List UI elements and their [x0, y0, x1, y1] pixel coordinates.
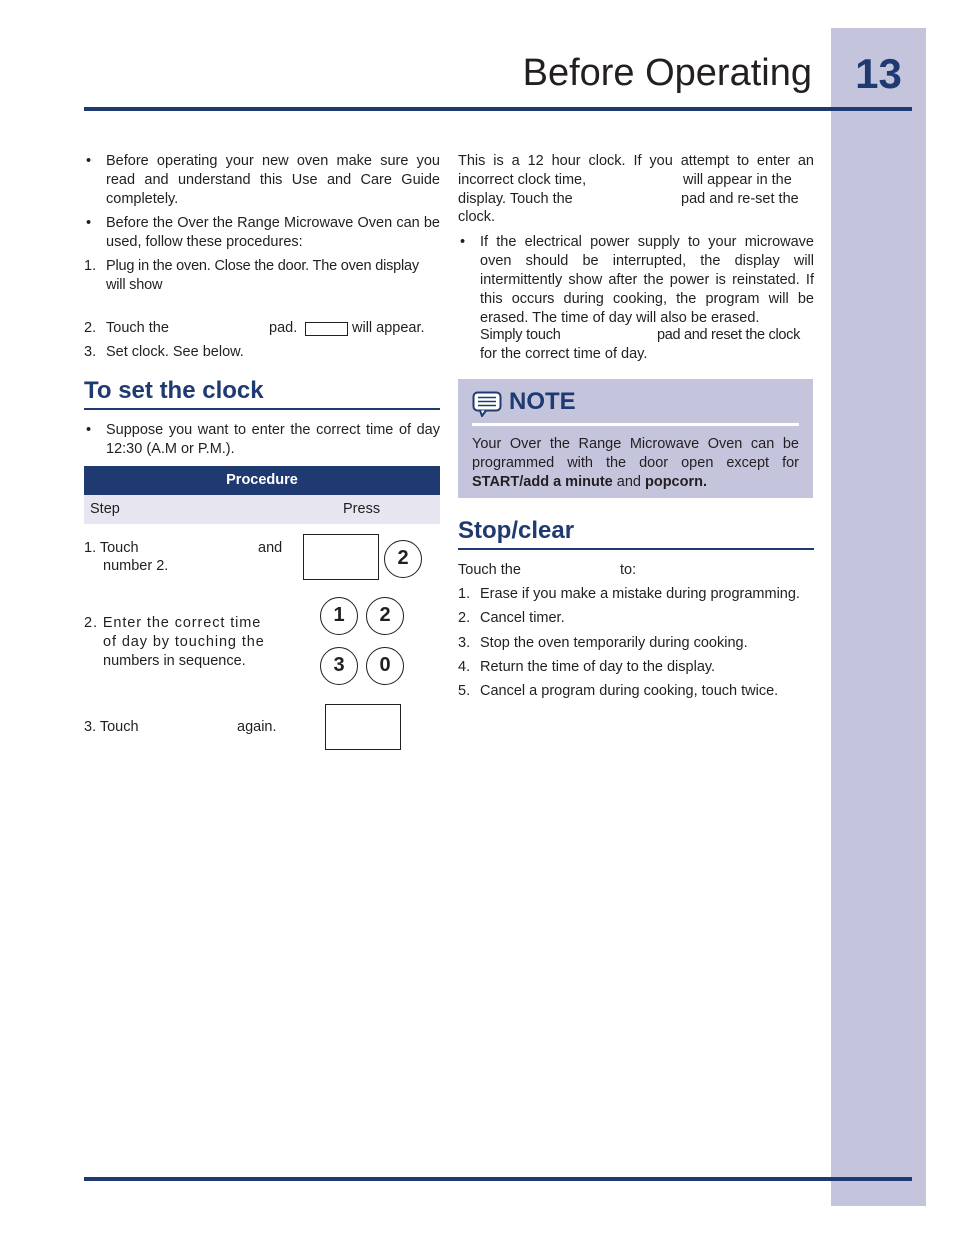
stop-item: Stop the oven temporarily during cooking. — [480, 635, 748, 651]
note-bold-start: START/add a minute — [472, 474, 613, 490]
stop-item: Return the time of day to the display. — [480, 659, 716, 675]
setup-step-2-text: Touch the — [106, 320, 169, 336]
list-number: 1. — [84, 258, 97, 274]
clock-pad-button — [325, 704, 401, 750]
stop-item: Cancel timer. — [480, 610, 565, 626]
procedure-step-2-text: 2. Enter the correct time — [84, 615, 262, 631]
procedure-step-3-text: again. — [237, 719, 277, 735]
power-interruption-line: Simply touch — [480, 327, 561, 343]
note-text-and: and — [616, 474, 641, 490]
power-interruption-line: for the correct time of day. — [480, 346, 648, 362]
clock-info-line: This is a 12 hour clock. If you attempt to enter an — [458, 153, 814, 169]
list-number: 3. — [458, 635, 471, 651]
list-number: 5. — [458, 683, 471, 699]
note-text — [472, 435, 799, 492]
page-sidebar-band — [831, 28, 926, 1206]
number-key-2: 2 — [384, 540, 422, 578]
clock-info-line: pad and re-set the — [681, 191, 799, 207]
page-title: Before Operating — [522, 52, 812, 94]
clock-info-line: incorrect clock time, — [458, 172, 587, 188]
bullet-mark: • — [460, 234, 466, 250]
note-bold-popcorn: popcorn. — [644, 474, 708, 490]
list-number: 2. — [84, 320, 97, 336]
bullet-mark: • — [86, 422, 92, 438]
setup-step-1: Plug in the oven. Close the door. The oven display will show — [106, 258, 419, 293]
stop-item: Erase if you make a mistake during programming. — [480, 586, 800, 602]
procedure-step-3-text: 3. Touch — [84, 719, 139, 735]
setup-step-3: Set clock. See below. — [106, 344, 244, 360]
procedure-col-press: Press — [343, 501, 381, 517]
number-key-0: 0 — [366, 647, 404, 685]
page-number: 13 — [855, 50, 902, 97]
procedure-step-1-text: and — [258, 540, 283, 556]
intro-bullet-2: Before the Over the Range Microwave Oven can be used, follow these procedures: — [106, 215, 440, 250]
power-interruption-line: pad and reset the clock — [657, 327, 801, 343]
bullet-mark: • — [86, 153, 92, 169]
list-number: 4. — [458, 659, 471, 675]
stop-intro: to: — [620, 562, 637, 578]
note-title: NOTE — [509, 388, 576, 415]
stop-intro: Touch the — [458, 562, 521, 578]
number-key-3: 3 — [320, 647, 358, 685]
procedure-step-2-text: of day by touching the — [103, 634, 265, 650]
procedure-table-subheader — [84, 495, 440, 524]
section-heading-stop-clear: Stop/clear — [458, 517, 575, 544]
clock-info-line: will appear in the — [683, 172, 792, 188]
procedure-table-header: Procedure — [84, 466, 440, 495]
procedure-step-1-text: 1. Touch — [84, 540, 139, 556]
bullet-mark: • — [86, 215, 92, 231]
procedure-step-2-text: numbers in sequence. — [103, 653, 246, 669]
clock-pad-button — [303, 534, 379, 580]
section-heading-set-clock: To set the clock — [84, 377, 264, 404]
clock-info-line: clock. — [458, 209, 496, 225]
section-rule — [458, 548, 814, 550]
list-number: 1. — [458, 586, 471, 602]
footer-rule — [84, 1177, 912, 1181]
display-indicator-box — [305, 322, 348, 336]
setup-step-2-text: will appear. — [352, 320, 425, 336]
intro-bullet-1: Before operating your new oven make sure you read and understand this Use and Care Guide completely. — [106, 153, 440, 207]
list-number: 3. — [84, 344, 97, 360]
number-key-2: 2 — [366, 597, 404, 635]
header-rule — [84, 107, 912, 111]
section-rule — [84, 408, 440, 410]
procedure-step-1-text: number 2. — [103, 558, 169, 574]
procedure-col-step: Step — [90, 501, 120, 517]
clock-info-line: display. Touch the — [458, 191, 573, 207]
list-number: 2. — [458, 610, 471, 626]
setup-step-2-text: pad. — [269, 320, 298, 336]
note-rule — [472, 423, 799, 426]
note-icon — [472, 391, 502, 417]
number-key-1: 1 — [320, 597, 358, 635]
clock-example-bullet: Suppose you want to enter the correct time of day 12:30 (A.M or P.M.). — [106, 422, 440, 457]
power-interruption-bullet: If the electrical power supply to your microwave oven should be interrupted, the display will intermittently show after the power is reinstated. If this occurs during cooking, the program will be erased. The time of day will also be erased. — [480, 234, 814, 326]
stop-item: Cancel a program during cooking, touch twice. — [480, 683, 779, 699]
note-text-body: Your Over the Range Microwave Oven can be programmed with the door open except for — [472, 436, 799, 471]
